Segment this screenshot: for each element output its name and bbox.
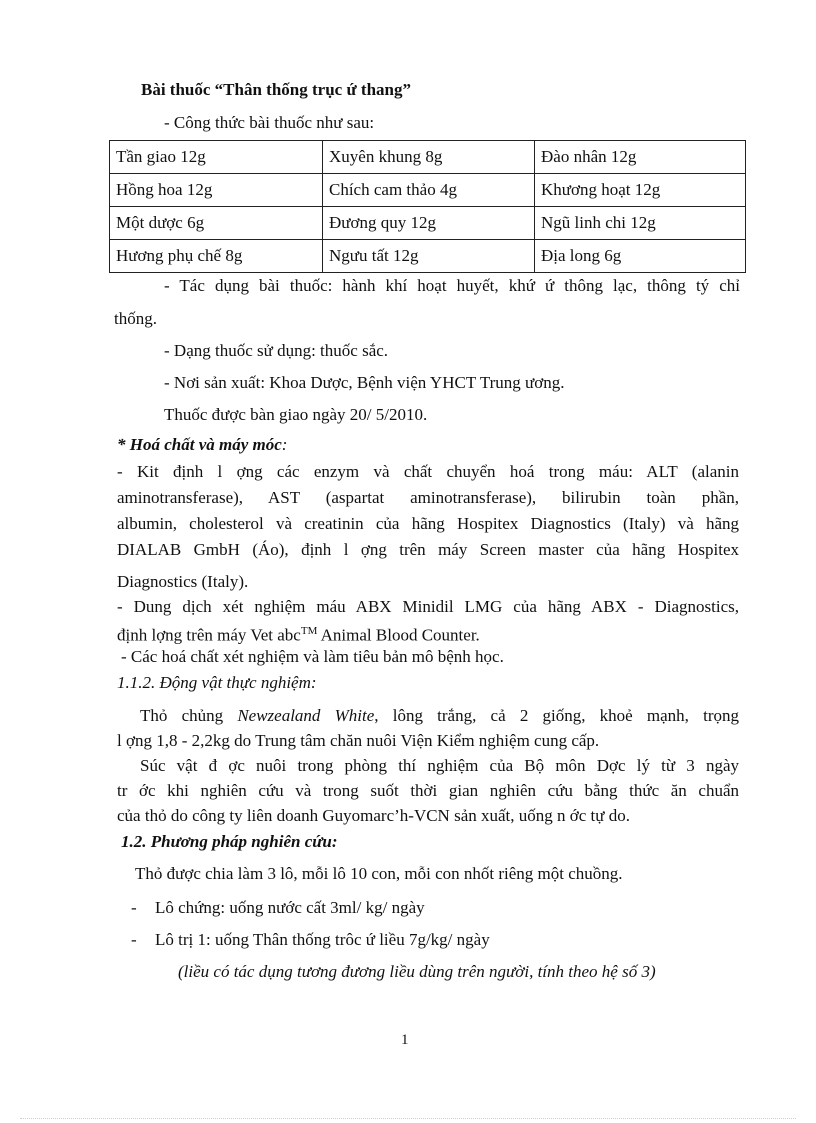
formula-intro: - Công thức bài thuốc như sau: xyxy=(164,113,375,132)
group-control: Lô chứng: uống nước cất 3ml/ kg/ ngày xyxy=(155,898,425,917)
effect-text xyxy=(164,276,740,296)
dosage-form: - Dạng thuốc sử dụng: thuốc sắc. xyxy=(164,341,389,360)
rabbit-line xyxy=(140,706,739,726)
effect-line: - Tác dụng bài thuốc: hành khí hoạt huyết, khứ ứ thông lạc, thông tý chỉ xyxy=(164,276,740,295)
kit-line: albumin, cholesterol và creatinin của hãng Hospitex Diagnostics (Italy) và hãng xyxy=(117,514,739,533)
remedy-heading: Bài thuốc “Thân thống trục ứ thang” xyxy=(141,80,411,99)
table-row xyxy=(110,141,746,174)
page-bottom-rule xyxy=(20,1118,796,1119)
care-line: tr ớc khi nghiên cứu và trong suốt thời gian nghiên cứu bằng thức ăn chuẩn xyxy=(117,781,739,800)
rabbit-post: , lông trắng, cả 2 giống, khoẻ mạnh, trọng xyxy=(374,706,739,725)
dose-note: (liều có tác dụng tương đương liều dùng trên người, tính theo hệ số 3) xyxy=(178,962,656,981)
method-heading: 1.2. Phương pháp nghiên cứu: xyxy=(121,832,338,851)
recipe-cell: Hồng hoa 12g xyxy=(110,174,323,207)
recipe-cell: Một dược 6g xyxy=(110,207,323,240)
recipe-cell: Địa long 6g xyxy=(535,240,746,273)
histology-chemicals: - Các hoá chất xét nghiệm và làm tiêu bản mô bệnh học. xyxy=(121,647,504,666)
producer: - Nơi sản xuất: Khoa Dược, Bệnh viện YHCT Trung ương. xyxy=(164,373,565,392)
rabbit-breed: Newzealand White xyxy=(237,706,375,725)
page-number: 1 xyxy=(401,1032,409,1048)
abx-line: - Dung dịch xét nghiệm máu ABX Minidil LMG của hãng ABX - Diagnostics, xyxy=(117,597,739,616)
abx-text xyxy=(117,597,739,617)
chem-heading xyxy=(117,435,287,455)
rabbit-line-2: l ợng 1,8 - 2,2kg do Trung tâm chăn nuôi Viện Kiểm nghiệm cung cấp. xyxy=(117,731,600,750)
care-text-2 xyxy=(117,781,739,801)
abx-line-2 xyxy=(117,621,480,646)
kit-line: aminotransferase), AST (aspartat aminotransferase), bilirubin toàn phần, xyxy=(117,488,739,507)
chem-heading-colon: : xyxy=(281,435,288,454)
trademark-sup: TM xyxy=(300,625,318,637)
recipe-cell: Đào nhân 12g xyxy=(535,141,746,174)
table-row xyxy=(110,174,746,207)
abx-line-2-pre: định lợng trên máy Vet abc xyxy=(117,625,301,645)
table-row xyxy=(110,240,746,273)
chem-heading-text: * Hoá chất và máy móc xyxy=(117,435,282,454)
recipe-table xyxy=(109,140,746,273)
bullet-dash: - xyxy=(131,898,137,917)
recipe-cell: Tần giao 12g xyxy=(110,141,323,174)
kit-line: - Kit định l ợng các enzym và chất chuyển hoá trong máu: ALT (alanin xyxy=(117,462,739,481)
groups-intro: Thỏ được chia làm 3 lô, mỗi lô 10 con, mỗi con nhốt riêng một chuồng. xyxy=(135,864,623,883)
recipe-cell: Đương quy 12g xyxy=(323,207,535,240)
recipe-cell: Chích cam thảo 4g xyxy=(323,174,535,207)
abx-line-2-post: Animal Blood Counter. xyxy=(317,625,480,645)
recipe-cell: Hương phụ chế 8g xyxy=(110,240,323,273)
recipe-cell: Xuyên khung 8g xyxy=(323,141,535,174)
table-row xyxy=(110,207,746,240)
bullet-dash: - xyxy=(131,930,137,949)
effect-text-cont: thống. xyxy=(114,309,157,328)
kit-line-last: Diagnostics (Italy). xyxy=(117,572,249,591)
kit-line: DIALAB GmbH (Áo), định l ợng trên máy Screen master của hãng Hospitex xyxy=(117,540,739,559)
recipe-cell: Ngưu tất 12g xyxy=(323,240,535,273)
rabbit-text xyxy=(140,706,739,726)
group-treat-1: Lô trị 1: uống Thân thống trôc ứ liều 7g/kg/ ngày xyxy=(155,930,490,949)
kit-paragraph xyxy=(117,462,739,566)
recipe-cell: Khương hoạt 12g xyxy=(535,174,746,207)
rabbit-pre: Thỏ chủng xyxy=(140,706,238,725)
animal-heading: 1.1.2. Động vật thực nghiệm: xyxy=(117,673,317,692)
handover-date: Thuốc được bàn giao ngày 20/ 5/2010. xyxy=(164,405,428,424)
care-line-3: của thỏ do công ty liên doanh Guyomarc’h-VCN sản xuất, uống n ớc tự do. xyxy=(117,806,630,825)
care-line: Súc vật đ ợc nuôi trong phòng thí nghiệm của Bộ môn Dợc lý từ 3 ngày xyxy=(140,756,739,775)
recipe-cell: Ngũ linh chi 12g xyxy=(535,207,746,240)
care-text xyxy=(140,756,739,776)
